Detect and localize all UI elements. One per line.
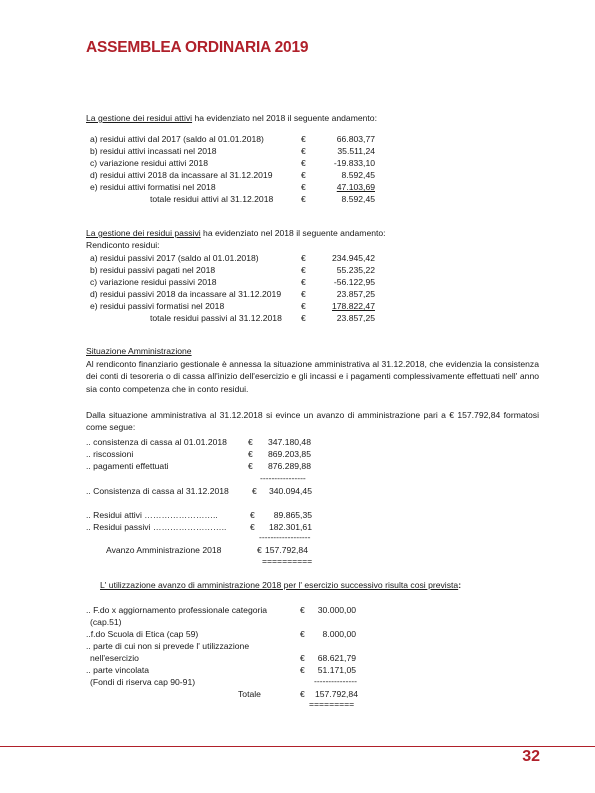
row-value: 23.857,25	[336, 313, 375, 323]
row-value: 89.865,35	[273, 510, 312, 520]
table-row	[86, 509, 312, 521]
table-row	[86, 448, 311, 460]
row-value: -19.833,10	[333, 158, 375, 168]
situazione-heading: Situazione Amministrazione	[86, 346, 192, 356]
row-label: ..f.do Scuola di Etica (cap 59)	[86, 629, 199, 639]
row-value: 157.792,84	[264, 545, 308, 555]
row-label: b) residui attivi incassati nel 2018	[90, 146, 217, 156]
dashes-separator-3: ---------------	[314, 676, 357, 686]
residui-attivi-intro	[86, 113, 377, 123]
row-value: 8.000,00	[322, 629, 356, 639]
table-row	[86, 604, 356, 616]
row-value: 47.103,69	[336, 182, 375, 192]
table-row	[90, 193, 375, 205]
row-value: 178.822,47	[331, 301, 375, 311]
row-value: 8.592,45	[341, 194, 375, 204]
currency-symbol: €	[300, 653, 305, 663]
table-row	[90, 133, 375, 145]
currency-symbol: €	[301, 289, 306, 299]
residui-attivi-intro-underlined: La gestione dei residui attivi	[86, 113, 193, 123]
currency-symbol: €	[301, 158, 306, 168]
row-label: (cap.51)	[90, 617, 122, 627]
row-label: (Fondi di riserva cap 90-91)	[90, 677, 196, 687]
table-row	[86, 460, 311, 472]
row-label: totale residui passivi al 31.12.2018	[150, 313, 282, 323]
row-label: e) residui passivi formatisi nel 2018	[90, 301, 225, 311]
currency-symbol: €	[301, 313, 306, 323]
row-value: -56.122,95	[333, 277, 375, 287]
currency-symbol: €	[301, 277, 306, 287]
row-value: 51.171,05	[317, 665, 356, 675]
table-row	[90, 312, 375, 324]
table-row	[86, 628, 356, 640]
row-value: 30.000,00	[317, 605, 356, 615]
row-label: a) residui passivi 2017 (saldo al 01.01.2018)	[90, 253, 259, 263]
dashes-separator-2: ------------------	[259, 532, 311, 542]
residui-passivi-intro-rest: ha evidenziato nel 2018 il seguente andamento:	[200, 228, 386, 238]
residui-attivi-intro-rest: ha evidenziato nel 2018 il seguente andamento:	[192, 113, 377, 123]
row-value: 182.301,61	[268, 522, 312, 532]
currency-symbol: €	[248, 449, 253, 459]
table-row	[86, 652, 356, 664]
currency-symbol: €	[300, 629, 305, 639]
currency-symbol: €	[250, 510, 255, 520]
table-row	[90, 288, 375, 300]
row-value: 23.857,25	[336, 289, 375, 299]
utilizzazione-colon: :	[458, 580, 462, 590]
currency-symbol: €	[301, 265, 306, 275]
table-row	[90, 264, 375, 276]
dashes-separator-1: ----------------	[260, 473, 306, 483]
currency-symbol: €	[301, 170, 306, 180]
row-label: a) residui attivi dal 2017 (saldo al 01.01.2018)	[90, 134, 264, 144]
currency-symbol: €	[301, 194, 306, 204]
row-label: d) residui passivi 2018 da incassare al 31.12.2019	[90, 289, 282, 299]
table-row	[90, 145, 375, 157]
table-row	[86, 436, 311, 448]
table-row	[86, 485, 312, 497]
row-label: .. Consistenza di cassa al 31.12.2018	[86, 486, 229, 496]
row-value: 55.235,22	[336, 265, 375, 275]
table-row	[90, 169, 375, 181]
currency-symbol: €	[301, 301, 306, 311]
row-label: c) variazione residui attivi 2018	[90, 158, 208, 168]
page-number: 32	[522, 748, 540, 765]
table-row	[86, 664, 356, 676]
table-row	[90, 252, 375, 264]
currency-symbol: €	[300, 665, 305, 675]
row-value: 68.621,79	[317, 653, 356, 663]
row-label: .. F.do x aggiornamento professionale categoria	[86, 605, 268, 615]
currency-symbol: €	[301, 182, 306, 192]
row-label: .. parte di cui non si prevede l' utilizzazione	[86, 641, 250, 651]
row-label: c) variazione residui passivi 2018	[90, 277, 217, 287]
currency-symbol: €	[248, 461, 253, 471]
row-label: d) residui attivi 2018 da incassare al 31.12.2019	[90, 170, 273, 180]
row-label: .. parte vincolata	[86, 665, 150, 675]
currency-symbol: €	[301, 134, 306, 144]
row-value: 347.180,48	[267, 437, 311, 447]
row-label: Avanzo Amministrazione 2018	[106, 545, 222, 555]
currency-symbol: €	[252, 486, 257, 496]
row-value: 35.511,24	[337, 146, 375, 156]
row-label: b) residui passivi pagati nel 2018	[90, 265, 216, 275]
residui-passivi-intro	[86, 228, 386, 238]
rendiconto-residui-label: Rendiconto residui:	[86, 240, 160, 250]
table-row	[86, 640, 356, 652]
row-value: 234.945,42	[331, 253, 375, 263]
table-row	[90, 181, 375, 193]
currency-symbol: €	[300, 605, 305, 615]
row-value: 340.094,45	[268, 486, 312, 496]
table-row	[90, 276, 375, 288]
row-value: 8.592,45	[341, 170, 375, 180]
currency-symbol: €	[301, 146, 306, 156]
row-label: e) residui attivi formatisi nel 2018	[90, 182, 216, 192]
utilizzazione-heading	[100, 580, 461, 590]
currency-symbol: €	[248, 437, 253, 447]
currency-symbol: €	[257, 545, 262, 555]
equals-separator-1: ==========	[262, 556, 313, 566]
row-label: .. Residui passivi ……………………..	[86, 522, 227, 532]
equals-separator-2: =========	[309, 699, 355, 709]
row-value: 869.203,85	[267, 449, 311, 459]
table-row	[90, 157, 375, 169]
footer-divider	[0, 746, 595, 747]
situazione-paragraph-2: Dalla situazione amministrativa al 31.12.2018 si evince un avanzo di amministrazione pari a € 157.792,84 formatosi come segue:	[86, 410, 539, 433]
row-label: .. pagamenti effettuati	[86, 461, 169, 471]
situazione-paragraph: Al rendiconto finanziario gestionale è annessa la situazione amministrativa al 31.12.2018, che evidenzia la consistenza dei conti di tesoreria o di cassa all'inizio dell'esercizio e gli incassi e i pagamenti complessivamente effettuati nell' anno sia conto competenza che in conto residui.	[86, 359, 539, 394]
row-value: 66.803,77	[336, 134, 375, 144]
row-label: nell'esercizio	[90, 653, 139, 663]
table-row	[90, 300, 375, 312]
row-label: totale residui attivi al 31.12.2018	[150, 194, 274, 204]
table-row	[86, 616, 356, 628]
totale-label: Totale	[238, 689, 261, 699]
table-row	[86, 544, 308, 556]
utilizzazione-heading-text: L' utilizzazione avanzo di amministrazione 2018 per l' esercizio successivo risulta cosi prevista	[100, 580, 459, 590]
row-value: 876.289,88	[267, 461, 311, 471]
page-title: ASSEMBLEA ORDINARIA 2019	[86, 39, 309, 56]
row-label: .. riscossioni	[86, 449, 134, 459]
currency-symbol: €	[300, 689, 305, 699]
currency-symbol: €	[250, 522, 255, 532]
row-label: .. Residui attivi ……………………..	[86, 510, 218, 520]
residui-passivi-intro-underlined: La gestione dei residui passivi	[86, 228, 201, 238]
totale-value: 157.792,84	[314, 689, 358, 699]
currency-symbol: €	[301, 253, 306, 263]
row-label: .. consistenza di cassa al 01.01.2018	[86, 437, 227, 447]
